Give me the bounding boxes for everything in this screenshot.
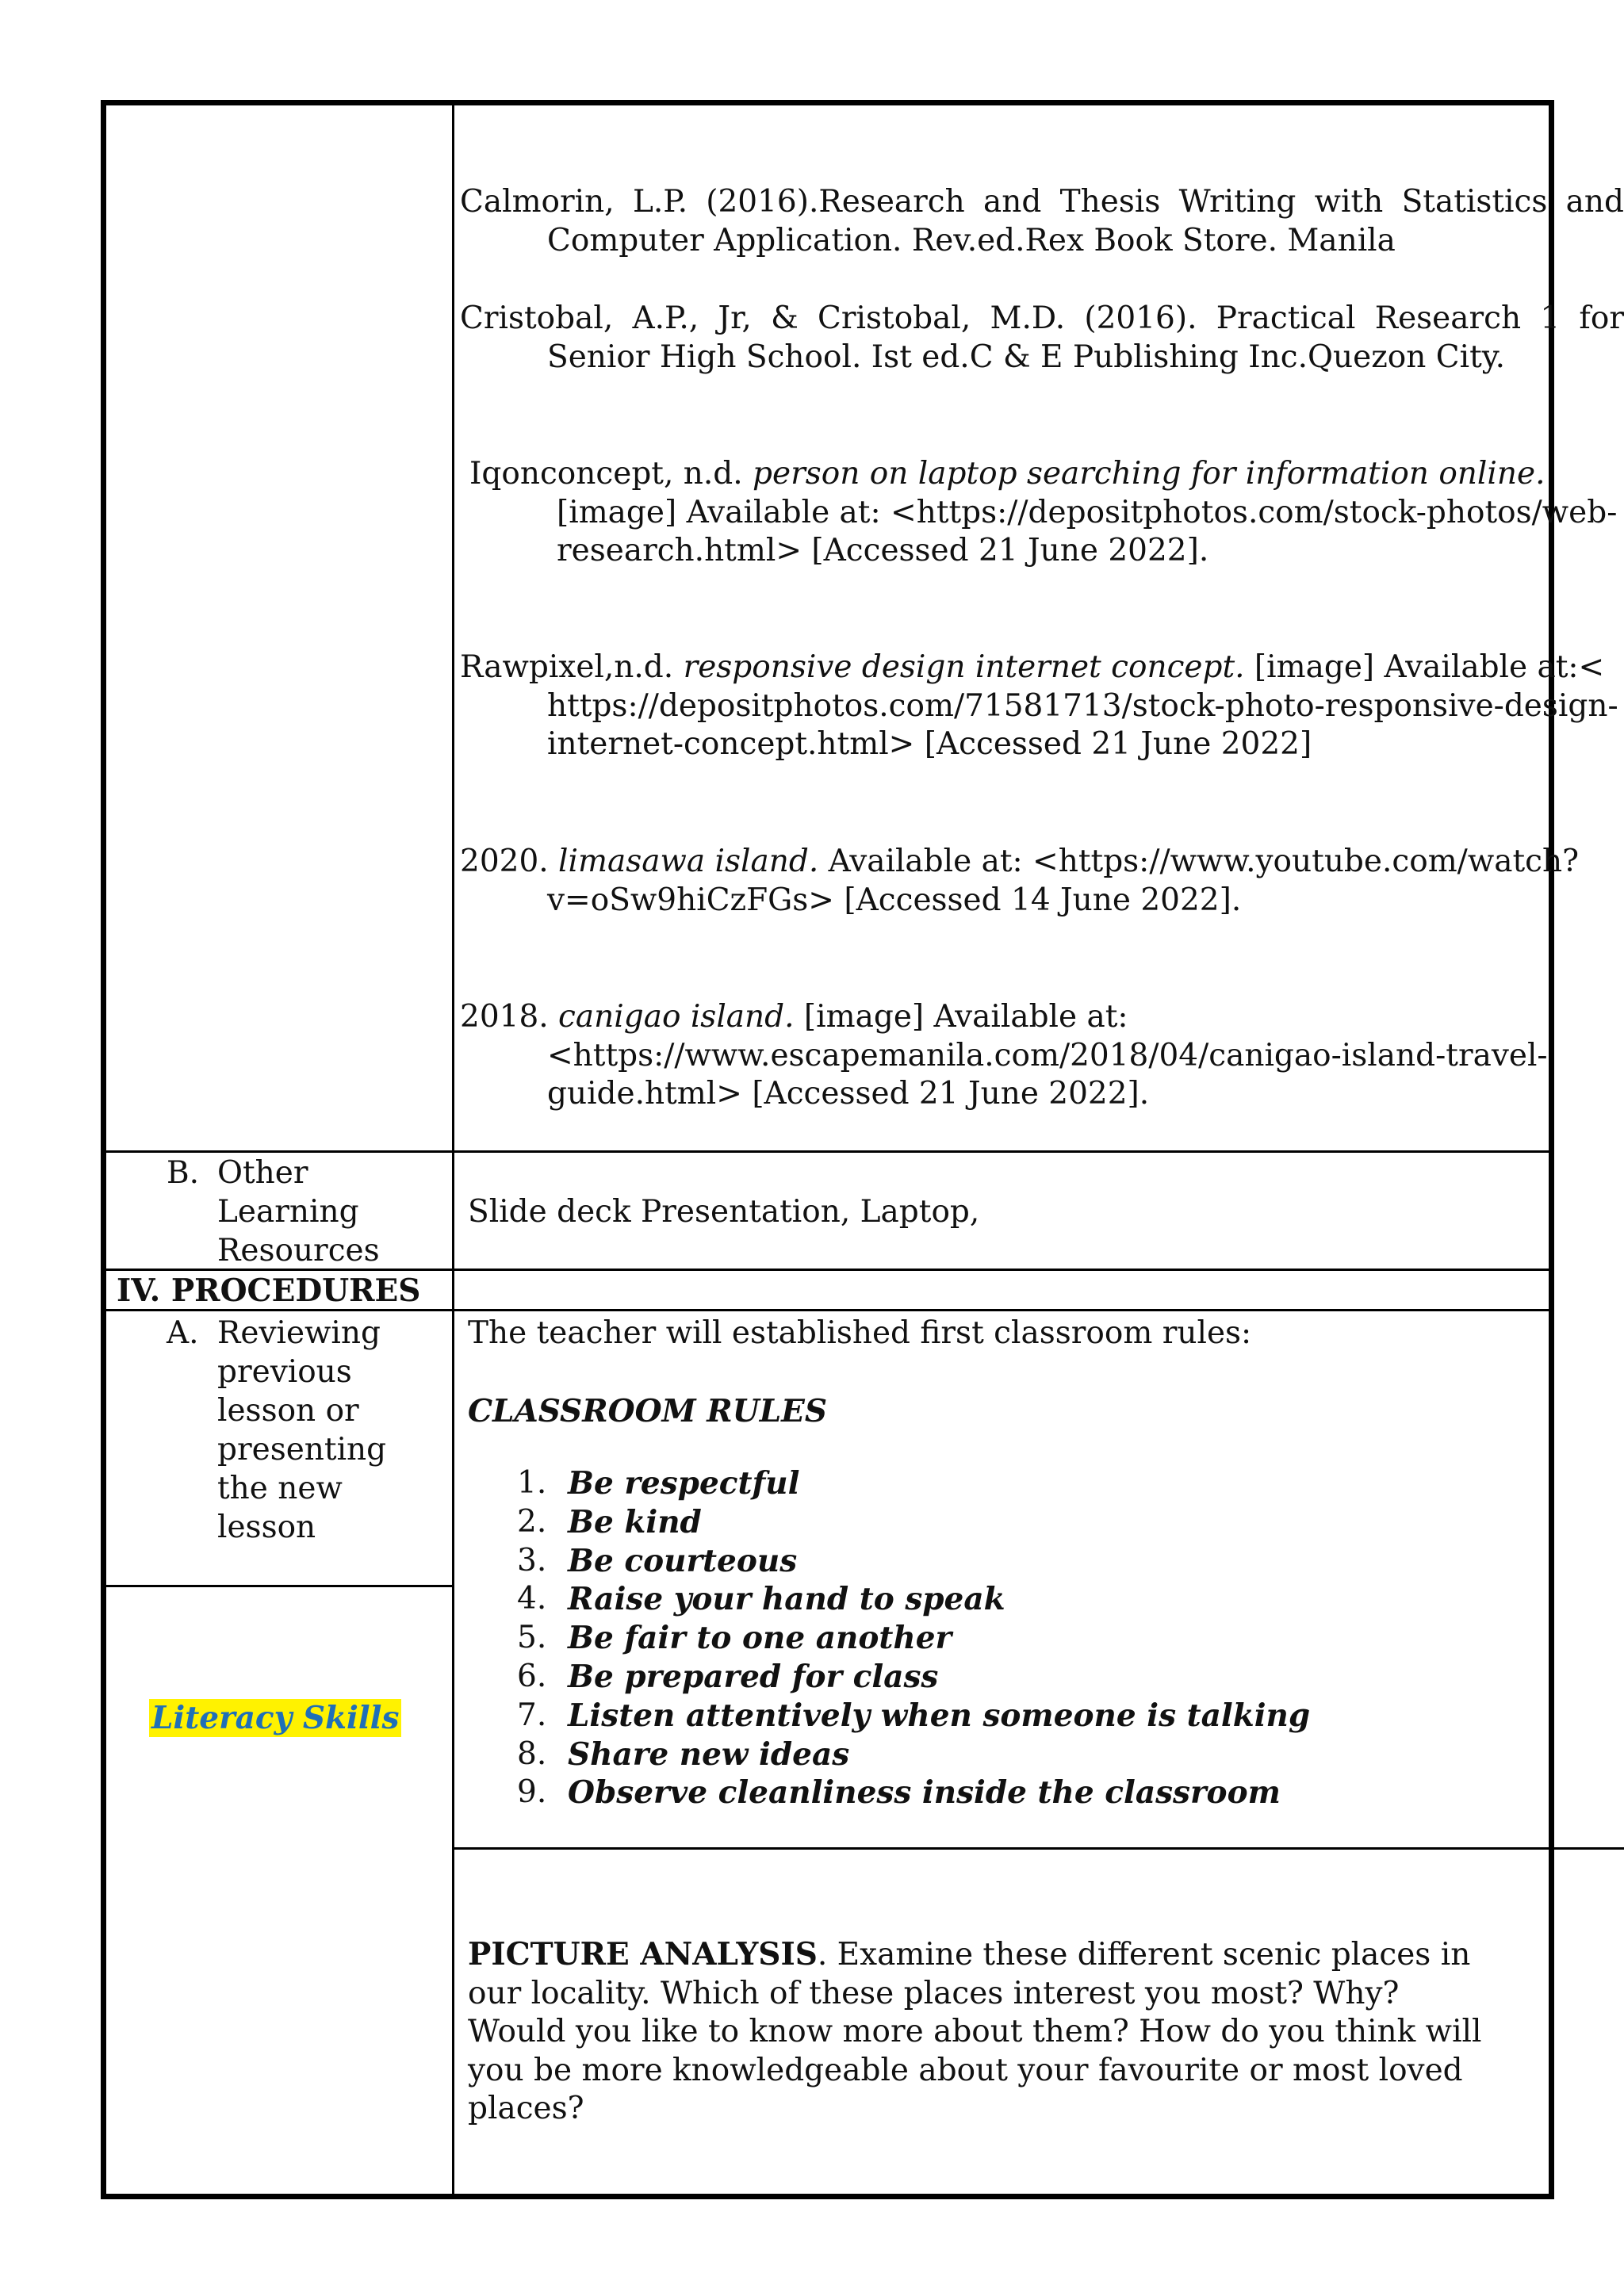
row-divider [103, 1150, 1553, 1153]
reference-entry: Cristobal, A.P., Jr, & Cristobal, M.D. (2016). Practical Research 1 for Senior High School. Ist ed.C & E Publishing Inc.Quezon City. [460, 300, 1624, 375]
list-item: 3. Be courteous [517, 1542, 798, 1579]
other-resources-label: Other [217, 1155, 308, 1191]
other-resources-label: Learning [217, 1194, 359, 1230]
reference-entry: 2020. limasawa island. Available at: <https://www.youtube.com/watch?v=oSw9hiCzFGs> [Accessed 14 June 2022]. [460, 844, 1579, 918]
reviewing-label: presenting [217, 1432, 387, 1468]
reviewing-label: lesson or [217, 1393, 359, 1429]
list-item: 1. Be respectful [517, 1465, 800, 1502]
reviewing-label: previous [217, 1354, 352, 1390]
other-resources-value: Slide deck Presentation, Laptop, [468, 1194, 980, 1230]
literacy-skills-label: Literacy Skills [149, 1699, 401, 1737]
picture-analysis-paragraph: PICTURE ANALYSIS. Examine these different scenic places in our locality. Which of these places interest you most? Why? Would you like to know more about them? How do you think will you be more knowledgeable about your favourite or most loved places? [468, 1936, 1482, 2126]
lesson-plan-table [101, 100, 1554, 2199]
reference-entry: Calmorin, L.P. (2016).Research and Thesis Writing with Statistics and Computer Application. Rev.ed.Rex Book Store. Manila [460, 184, 1624, 258]
reviewing-label: the new [217, 1471, 343, 1506]
list-item: 4. Raise your hand to speak [517, 1581, 1005, 1618]
classroom-rules-list [468, 1464, 1310, 1812]
procedures-heading: IV. PROCEDURES [117, 1272, 421, 1309]
other-resources-letter: B. [167, 1155, 200, 1191]
picture-analysis-heading: PICTURE ANALYSIS [468, 1936, 818, 1973]
reference-entry: Iqonconcept, n.d. person on laptop searching for information online. [image] Available at: <https://depositphotos.com/stock-photos/web-research.html> [Accessed 21 June 2022]. [469, 456, 1618, 568]
list-item: 2. Be kind [517, 1503, 702, 1540]
rules-title: CLASSROOM RULES [468, 1393, 828, 1429]
list-item: 5. Be fair to one another [517, 1620, 952, 1657]
row-divider [454, 1847, 1624, 1850]
reviewing-label: lesson [217, 1510, 316, 1545]
column-divider [452, 103, 454, 2196]
other-resources-label: Resources [217, 1233, 380, 1269]
reviewing-label: Reviewing [217, 1315, 381, 1351]
row-divider [103, 1585, 452, 1587]
list-item: 8. Share new ideas [517, 1735, 850, 1773]
list-item: 6. Be prepared for class [517, 1658, 939, 1695]
rules-intro: The teacher will established first classroom rules: [468, 1315, 1252, 1351]
reviewing-letter: A. [167, 1315, 199, 1351]
list-item: 9. Observe cleanliness inside the classroom [517, 1774, 1281, 1812]
list-item: 7. Listen attentively when someone is talking [517, 1697, 1311, 1734]
reference-entry: 2018. canigao island. [image] Available at: <https://www.escapemanila.com/2018/04/canigao-island-travel-guide.html> [Accessed 21 June 2022]. [460, 999, 1548, 1112]
reference-entry: Rawpixel,n.d. responsive design internet concept. [image] Available at:< https://depositphotos.com/71581713/stock-photo-responsive-design-internet-concept.html> [Accessed 21 June 2022] [460, 649, 1618, 762]
